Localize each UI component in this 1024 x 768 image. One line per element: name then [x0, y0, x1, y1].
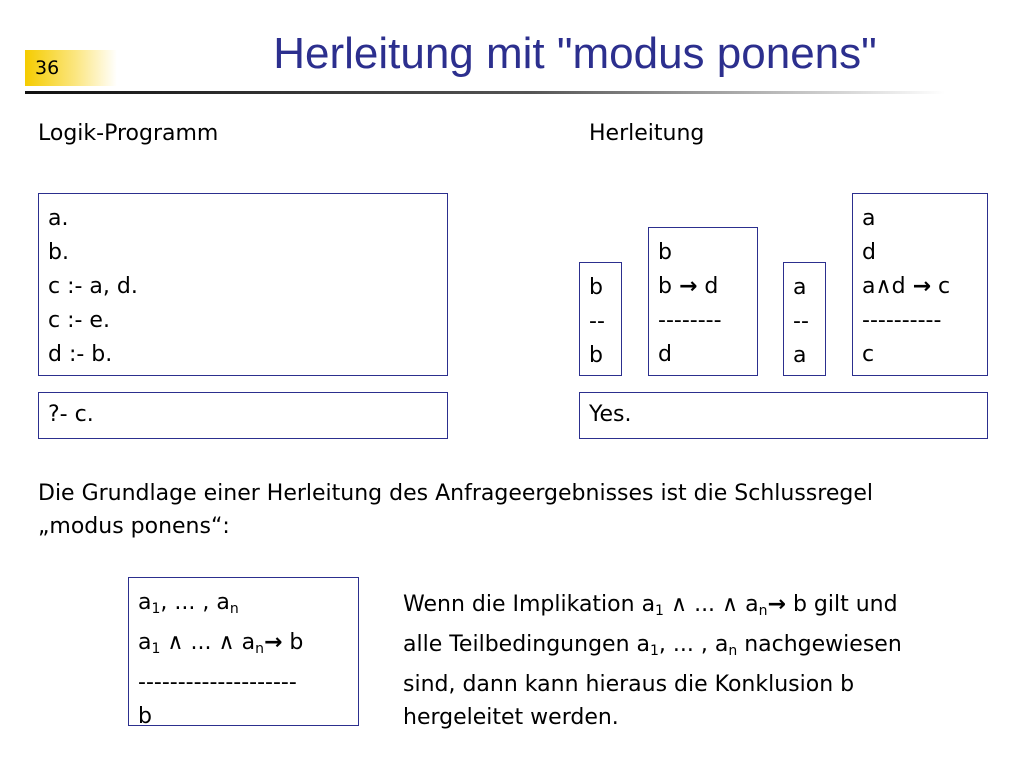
explanation-text [38, 477, 998, 543]
program-line: c :- a, d. [48, 274, 138, 299]
description-text: a [738, 592, 759, 617]
subscript: 1 [151, 601, 161, 617]
conjunction-icon: ∧ [875, 274, 892, 299]
subscript: n [728, 643, 738, 659]
explanation-line: Die Grundlage einer Herleitung des Anfrageergebnisses ist die Schlussregel [38, 481, 873, 506]
step-line: -------- [658, 308, 722, 333]
step-line: -- [589, 309, 605, 334]
query-box [38, 392, 448, 439]
rule-text: a [138, 590, 152, 615]
derivation-step-d [648, 227, 758, 376]
step-line: b [658, 240, 672, 265]
subscript: n [255, 641, 264, 657]
step-text: c [938, 274, 951, 299]
description-text: b gilt und [785, 592, 898, 617]
derivation-heading: Herleitung [589, 121, 705, 146]
rule-line: -------------------- [138, 670, 297, 695]
step-line: b [589, 275, 603, 300]
step-line: -- [793, 309, 809, 334]
program-line: c :- e. [48, 308, 110, 333]
modus-ponens-rule-box [128, 577, 359, 729]
subscript: 1 [151, 641, 161, 657]
title-divider [25, 91, 945, 94]
step-text: a [862, 274, 876, 299]
derivation-step-b [579, 262, 622, 376]
conjunction-icon: ∧ [722, 592, 739, 617]
program-line: d :- b. [48, 342, 113, 367]
step-line: a [862, 206, 876, 231]
rule-description [403, 588, 1003, 734]
description-text: , ... , a [658, 632, 729, 657]
step-line [658, 270, 757, 304]
rule-text: b [289, 630, 304, 655]
description-line: hergeleitet werden. [403, 705, 619, 730]
rule-text: , ... , [160, 590, 217, 615]
program-box [38, 193, 448, 376]
explanation-line: „modus ponens“: [38, 514, 230, 539]
implication-arrow-icon: → [263, 630, 283, 655]
description-line [403, 628, 1003, 668]
rule-text: ... [183, 630, 219, 655]
subscript: 1 [655, 603, 664, 619]
query-text: ?- c. [48, 402, 94, 427]
conjunction-icon: ∧ [167, 630, 184, 655]
step-line: b [589, 343, 603, 368]
conjunction-icon: ∧ [670, 592, 688, 617]
rule-line [138, 626, 358, 666]
result-text: Yes. [589, 402, 632, 427]
description-text: Wenn die Implikation a [403, 592, 656, 617]
subscript: n [229, 601, 239, 617]
rule-text: a [216, 590, 230, 615]
program-line: a. [48, 206, 69, 231]
slide-title: Herleitung mit "modus ponens" [273, 29, 877, 78]
page-number: 36 [25, 50, 117, 86]
subscript: n [758, 603, 768, 619]
description-line: sind, dann kann hieraus die Konklusion b [403, 672, 855, 697]
rule-line [138, 586, 358, 626]
step-text: d [704, 274, 719, 299]
step-line: ---------- [862, 308, 942, 333]
description-text: alle Teilbedingungen a [403, 632, 650, 657]
step-line [862, 270, 987, 304]
program-line: b. [48, 240, 69, 265]
rule-text: a [138, 630, 152, 655]
derivation-step-a [783, 262, 826, 376]
step-text: b [658, 274, 672, 299]
step-line: d [862, 240, 876, 265]
step-text: d [891, 274, 906, 299]
subscript: 1 [649, 643, 659, 659]
logic-program-heading: Logik-Programm [38, 121, 219, 146]
step-line: a [793, 343, 807, 368]
implication-arrow-icon: → [767, 592, 786, 617]
description-text: ... [687, 592, 723, 617]
description-text: nachgewiesen [737, 632, 902, 657]
description-line [403, 588, 1003, 628]
implication-arrow-icon: → [912, 274, 931, 299]
derivation-step-c [852, 193, 988, 376]
rule-text: a [241, 630, 256, 655]
step-line: a [793, 275, 807, 300]
result-box [579, 392, 988, 439]
implication-arrow-icon: → [678, 274, 698, 299]
rule-line: b [138, 704, 152, 729]
step-line: c [862, 342, 875, 367]
conjunction-icon: ∧ [218, 630, 235, 655]
step-line: d [658, 342, 672, 367]
